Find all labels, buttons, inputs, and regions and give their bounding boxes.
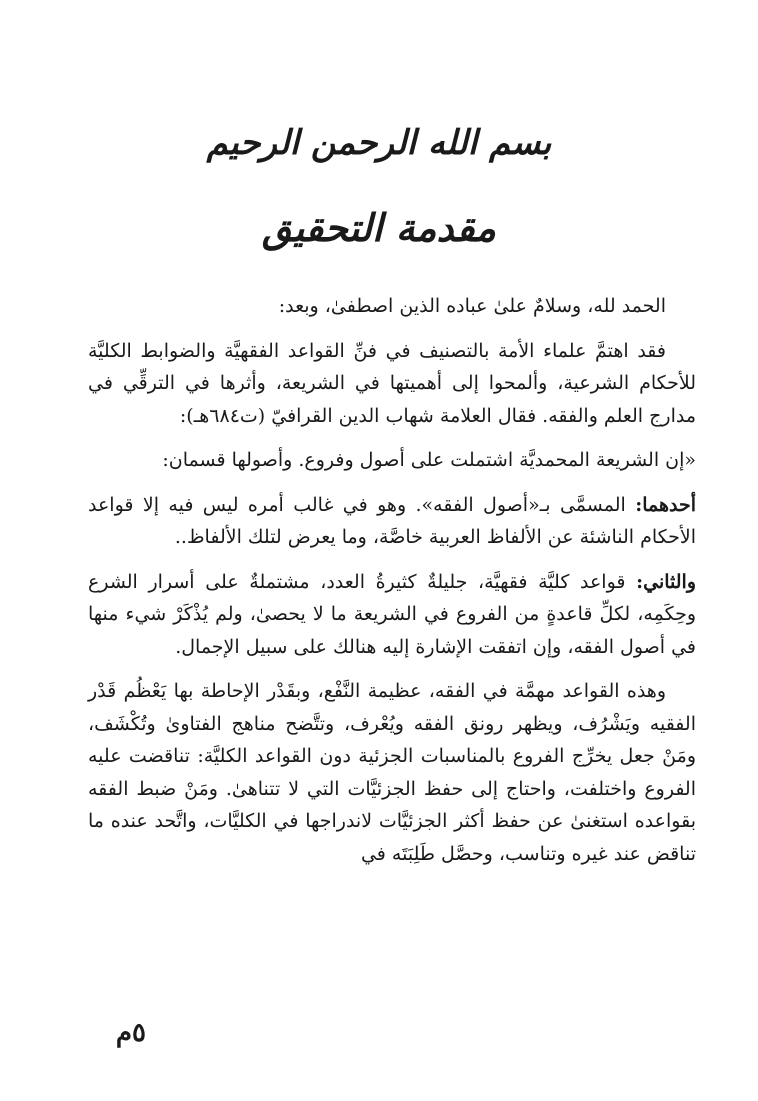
paragraph <box>88 675 696 870</box>
paragraph-lead: أحدهما: <box>635 493 696 516</box>
paragraph-text: الحمد لله، وسلامٌ علىٰ عباده الذين اصطفىٰ، وبعد: <box>278 295 666 317</box>
basmala-calligraphy: بسم الله الرحمن الرحيم <box>206 123 552 163</box>
page-number: ٥م <box>115 1018 146 1048</box>
paragraph-text: قواعد كليَّة فقهيَّة، جليلةٌ كثيرةُ العدد، مشتملةٌ على أسرار الشرع وحِكَمِه، لكلِّ قاعدةٍ من الفروع في الشريعة ما لا يحصىٰ، ولم يُذْكَرْ شيء منها في أصول الفقه، وإن اتفقت الإشارة إليه هنالك على سبيل الإجمال. <box>88 570 696 658</box>
paragraph <box>88 335 696 433</box>
paragraph-text: «إن الشريعة المحمديَّة اشتملت على أصول وفروع. وأصولها قسمان: <box>162 449 696 471</box>
body-text <box>88 290 696 882</box>
paragraph-text: فقد اهتمَّ علماء الأمة بالتصنيف في فنِّ القواعد الفقهيَّة والضوابط الكليَّة للأحكام الشرعية، وألمحوا إلى أهميتها في الشريعة، وأثرها في الترقِّي في مدارج العلم والفقه. فقال العلامة شهاب الدين القرافيّ (ت٦٨٤هـ): <box>88 339 696 427</box>
paragraph <box>88 290 696 323</box>
paragraph <box>88 489 696 554</box>
paragraph-text: المسمَّى بـ«أصول الفقه». وهو في غالب أمره ليس فيه إلا قواعد الأحكام الناشئة عن الألفاظ العربية خاصَّة، وما يعرض لتلك الألفاظ.. <box>88 493 696 548</box>
section-heading: مقدمة التحقيق <box>262 205 496 250</box>
paragraph <box>88 566 696 664</box>
quote-paragraph <box>88 444 696 477</box>
paragraph-text: وهذه القواعد مهمَّة في الفقه، عظيمة النَّفْع، وبقَدْر الإحاطة بها يَعْظُم قَدْر الفقيه ويَشْرُف، ويظهر رونق الفقه ويُعْرف، وتتَّضح مناهج الفتاوىٰ وتُكْشَف، ومَنْ جعل يخرِّج الفروع بالمناسبات الجزئية دون القواعد الكليَّة: تناقضت عليه الفروع واختلفت، واحتاج إلى حفظ الجزئيَّات التي لا تتناهىٰ. ومَنْ ضبط الفقه بقواعده استغنىٰ عن حفظ أكثر الجزئيَّات لاندراجها في الكليَّات، واتَّحد عنده ما تناقض عند غيره وتناسب، وحصَّل طَلِبَتَه في <box>88 680 696 865</box>
paragraph-lead: والثاني: <box>636 570 696 593</box>
